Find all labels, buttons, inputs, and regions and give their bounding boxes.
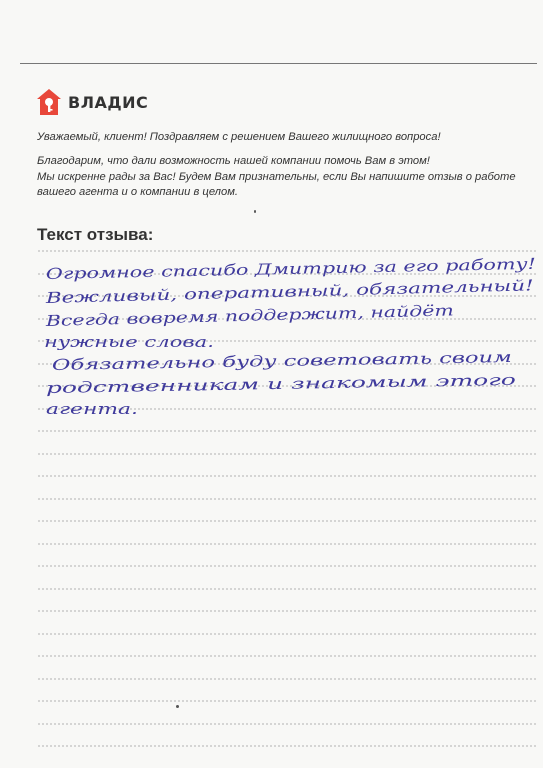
intro-line-2: Благодарим, что дали возможность нашей компании помочь Вам в этом! (37, 155, 430, 167)
handwriting-line: нужные слова. (44, 333, 214, 351)
paper-speck (254, 210, 256, 213)
handwriting-line: Вежливый, оперативный, обязательный! (45, 280, 387, 307)
intro-line-1: Уважаемый, клиент! Поздравляем с решением Вашего жилищного вопроса! (37, 131, 441, 143)
handwriting-line: Обязательно буду советовать своим (51, 350, 358, 374)
paper-speck (176, 705, 179, 708)
intro-line-4: вашего агента и о компании в целом. (37, 186, 238, 198)
handwriting-line: родственникам и знакомым этого (45, 374, 329, 397)
handwriting-line: Огромное спасибо Дмитрию за его работу! (45, 257, 402, 283)
review-heading: Текст отзыва: (37, 225, 154, 244)
intro-line-3: Мы искренне рады за Вас! Будем Вам признательны, если Вы напишите отзыв о работе (37, 171, 516, 183)
handwriting-line: агента. (46, 400, 138, 418)
brand-name: ВЛАДИС (68, 92, 149, 112)
handwriting-line: Всегда вовремя поддержит, найдёт (45, 304, 345, 330)
